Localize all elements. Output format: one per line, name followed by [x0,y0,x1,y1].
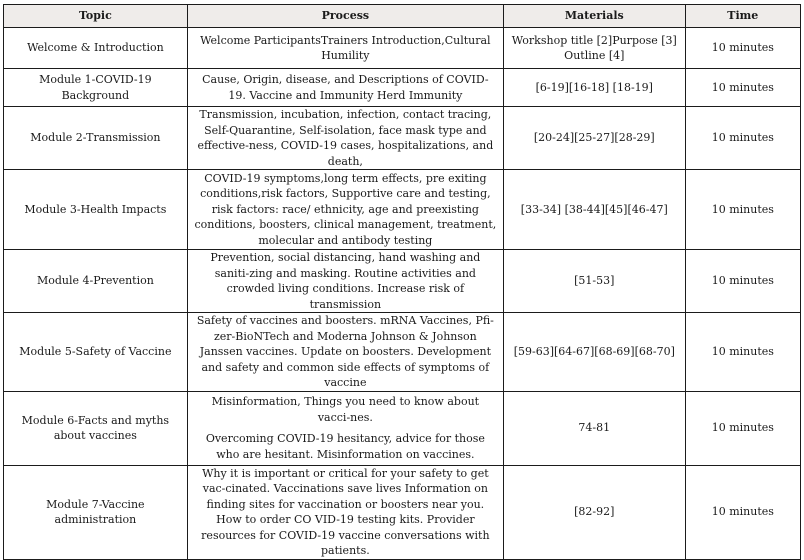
topic-cell: Module 7-Vaccine administration [4,465,188,559]
header-row [4,5,801,28]
process-text: Overcoming COVID-19 hesitancy, advice for those who are hesitant. Misinformation on vaccines. [205,432,485,461]
header-time: Time [685,5,800,28]
time-cell: 10 minutes [685,465,800,559]
process-text: Cause, Origin, disease, and Descriptions of COVID-19. Vaccine and Immunity Herd Immunity [202,73,489,102]
time-cell: 10 minutes [685,250,800,313]
process-text: Safety of vaccines and boosters. mRNA Vaccines, Pfi-zer-BioNTech and Moderna Johnson & Johnson Janssen vaccines. Update on boosters. Development and safety and common side effects of symptoms of vaccine [196,314,494,389]
table-row [4,465,801,559]
process-cell [187,313,503,392]
table-row [4,69,801,107]
materials-cell: Workshop title [2]Purpose [3] Outline [4] [503,28,685,69]
time-cell: 10 minutes [685,170,800,250]
process-cell [187,391,503,465]
process-text: Welcome ParticipantsTrainers Introduction,Cultural Humility [200,33,491,62]
materials-cell: [59-63][64-67][68-69][68-70] [503,313,685,392]
header-topic: Topic [4,5,188,28]
process-cell [187,465,503,559]
process-text: Why it is important or critical for your safety to get vac-cinated. Vaccinations save lives Information on finding sites for vaccination or boosters near you. How to order CO VID-19 testing kits. Provider resources for COVID-19 vaccine conversations with patients. [201,466,490,557]
process-cell [187,69,503,107]
materials-cell: [20-24][25-27][28-29] [503,107,685,170]
topic-cell: Module 6-Facts and myths about vaccines [4,391,188,465]
header-process: Process [187,5,503,28]
topic-cell: Module 1-COVID-19 Background [4,69,188,107]
table-row [4,107,801,170]
process-text: Misinformation, Things you need to know about vacci-nes. [211,395,480,424]
table-row [4,28,801,69]
topic-cell: Module 4-Prevention [4,250,188,313]
table-row [4,313,801,392]
time-cell: 10 minutes [685,28,800,69]
time-cell: 10 minutes [685,69,800,107]
table-row [4,250,801,313]
table-row [4,170,801,250]
materials-cell: 74-81 [503,391,685,465]
materials-cell: [82-92] [503,465,685,559]
materials-cell: [51-53] [503,250,685,313]
workshop-agenda-table [3,4,801,560]
time-cell: 10 minutes [685,313,800,392]
process-text: Transmission, incubation, infection, contact tracing, Self-Quarantine, Self-isolation, face mask type and effective-ness, COVID-19 cases, hospitalizations, and death, [197,108,494,168]
process-cell [187,170,503,250]
topic-cell: Module 3-Health Impacts [4,170,188,250]
process-cell [187,250,503,313]
time-cell: 10 minutes [685,391,800,465]
process-text: Prevention, social distancing, hand washing and saniti-zing and masking. Routine activities and crowded living conditions. Increase risk of transmission [210,251,481,311]
process-cell [187,28,503,69]
materials-cell: [6-19][16-18] [18-19] [503,69,685,107]
topic-cell: Module 2-Transmission [4,107,188,170]
table-row [4,391,801,465]
process-text: COVID-19 symptoms,long term effects, pre exiting conditions,risk factors, Supportive care and testing, risk factors: race/ ethnicity, age and preexisting conditions, boosters, clinical management, treatment, molecular and antibody testing [194,171,497,247]
topic-cell: Module 5-Safety of Vaccine [4,313,188,392]
header-materials: Materials [503,5,685,28]
time-cell: 10 minutes [685,107,800,170]
topic-cell: Welcome & Introduction [4,28,188,69]
materials-cell: [33-34] [38-44][45][46-47] [503,170,685,250]
process-cell [187,107,503,170]
